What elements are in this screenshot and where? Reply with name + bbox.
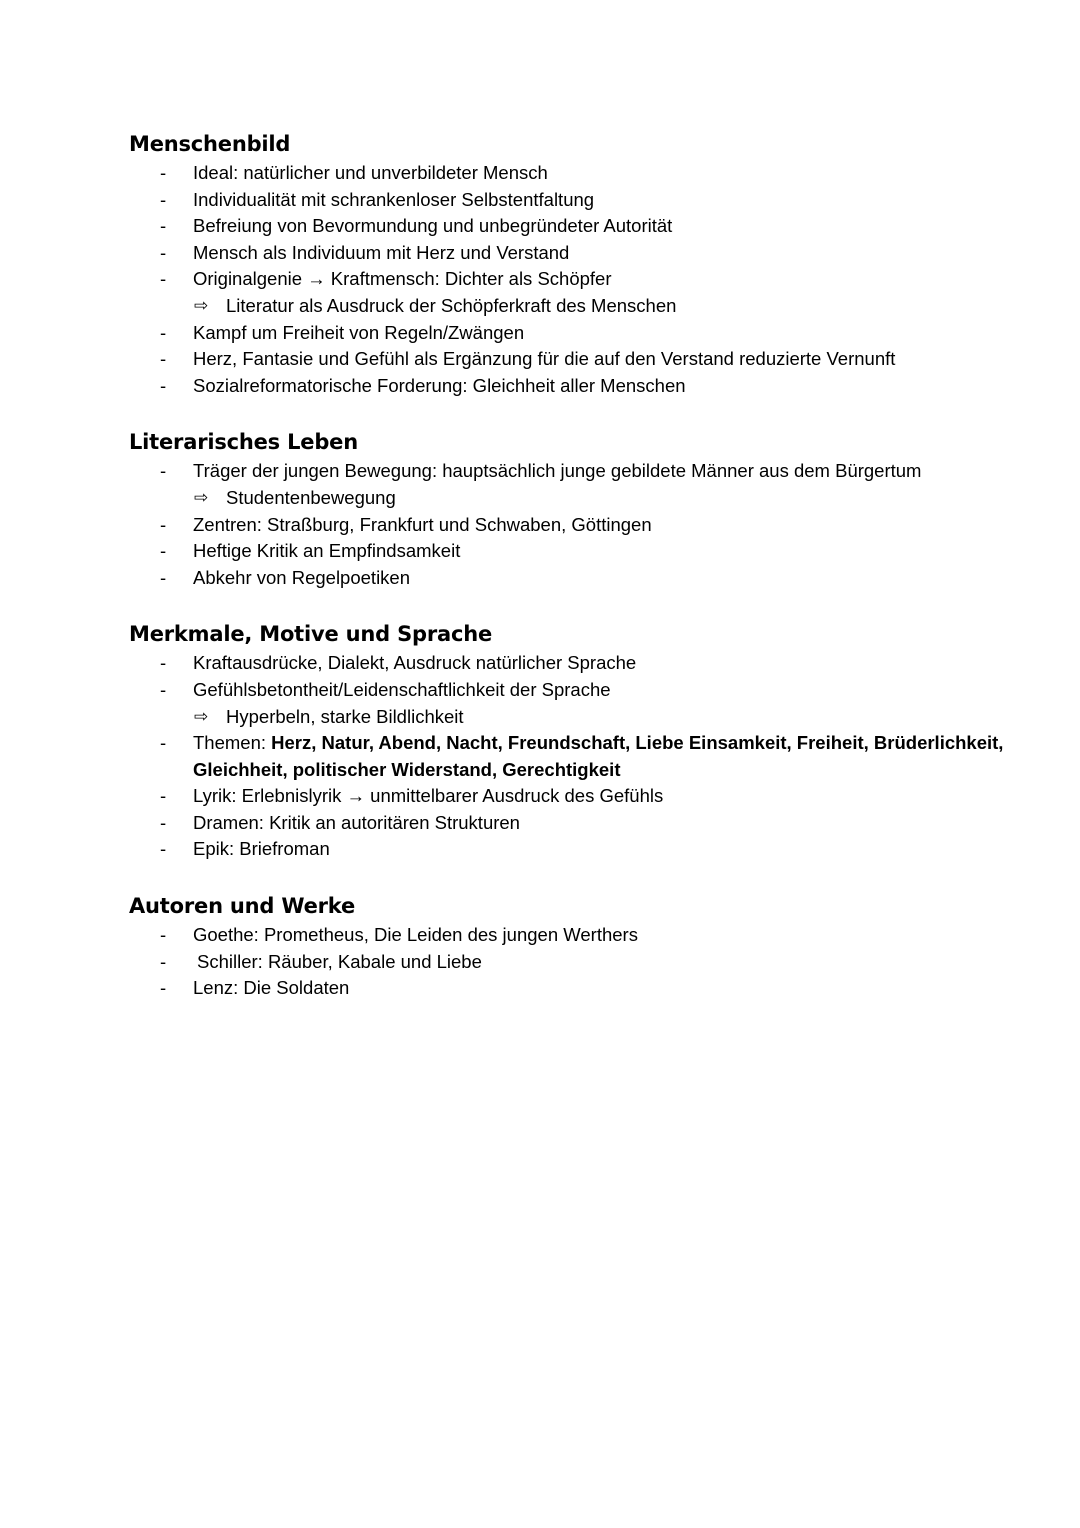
arrow-right-icon: ⇨ xyxy=(194,706,209,726)
list-item-text: Epik: Briefroman xyxy=(193,838,330,860)
bullet-dash: - xyxy=(160,188,167,210)
list-item xyxy=(129,650,1009,677)
sub-list-item xyxy=(129,704,1009,731)
list-item xyxy=(129,538,1009,565)
bullet-dash: - xyxy=(160,540,167,562)
list-item xyxy=(129,458,1009,485)
list-item xyxy=(129,949,1009,976)
sub-item-text: Studentenbewegung xyxy=(226,486,396,508)
bullet-list xyxy=(129,458,1009,591)
list-item xyxy=(129,730,1009,783)
list-item-text: Gefühlsbetontheit/Leidenschaftlichkeit der Sprache xyxy=(193,678,611,700)
bullet-dash: - xyxy=(160,566,167,588)
section-heading: Menschenbild xyxy=(129,132,291,156)
list-item xyxy=(129,565,1009,592)
bullet-dash: - xyxy=(160,732,167,754)
bullet-dash: - xyxy=(160,652,167,674)
themes-bold-text: Herz, Natur, Abend, Nacht, Freundschaft, Liebe Einsamkeit, Freiheit, Brüderlichkeit, Gleichheit, politischer Widerstand, Gerechtigkeit xyxy=(193,732,1004,780)
bullet-dash: - xyxy=(160,162,167,183)
bullet-list xyxy=(129,650,1009,863)
list-item xyxy=(129,346,1009,373)
list-item xyxy=(129,922,1009,949)
section-heading: Merkmale, Motive und Sprache xyxy=(129,622,493,647)
section-menschenbild xyxy=(129,128,1009,399)
list-item-prefix: Themen: xyxy=(193,732,272,754)
section-heading: Autoren und Werke xyxy=(129,894,356,919)
bullet-list xyxy=(129,922,1009,1002)
list-item-text: Träger der jungen Bewegung: hauptsächlich junge gebildete Männer aus dem Bürgertum xyxy=(193,460,922,482)
section-merkmale xyxy=(129,618,1009,863)
bullet-dash: - xyxy=(160,838,167,860)
section-heading: Literarisches Leben xyxy=(129,430,358,455)
list-item xyxy=(129,783,1009,810)
list-item-text: Herz, Fantasie und Gefühl als Ergänzung für die auf den Verstand reduzierte Vernunft xyxy=(193,348,896,370)
list-item xyxy=(129,810,1009,837)
list-item xyxy=(129,160,1009,187)
bullet-dash: - xyxy=(160,924,167,946)
list-item-text: Mensch als Individuum mit Herz und Verstand xyxy=(193,241,570,263)
sub-item-text: Hyperbeln, starke Bildlichkeit xyxy=(226,705,464,727)
arrow-right-icon: ⇨ xyxy=(194,295,209,315)
sub-list-item xyxy=(129,485,1009,512)
list-item-text: Individualität mit schrankenloser Selbstentfaltung xyxy=(193,188,595,210)
bullet-dash: - xyxy=(160,460,167,482)
bullet-dash: - xyxy=(160,678,167,700)
sub-list-item xyxy=(129,293,1009,320)
list-item-text: Lenz: Die Soldaten xyxy=(193,977,350,999)
bullet-dash: - xyxy=(160,348,167,370)
list-item xyxy=(129,320,1009,347)
list-item xyxy=(129,836,1009,863)
list-item-text: Ideal: natürlicher und unverbildeter Mensch xyxy=(193,162,548,183)
bullet-dash: - xyxy=(160,215,167,237)
bullet-dash: - xyxy=(160,374,167,396)
list-item-text: Heftige Kritik an Empfindsamkeit xyxy=(193,540,461,562)
document-content xyxy=(129,128,1009,1029)
bullet-dash: - xyxy=(160,950,167,972)
list-item xyxy=(129,373,1009,400)
list-item-text: Abkehr von Regelpoetiken xyxy=(193,566,411,588)
bullet-dash: - xyxy=(160,321,167,343)
list-item-text: Dramen: Kritik an autoritären Strukturen xyxy=(193,811,520,833)
list-item xyxy=(129,187,1009,214)
list-item-text: Sozialreformatorische Forderung: Gleichheit aller Menschen xyxy=(193,374,686,396)
list-item-text: Kraftausdrücke, Dialekt, Ausdruck natürlicher Sprache xyxy=(193,652,637,674)
list-item-text: Zentren: Straßburg, Frankfurt und Schwaben, Göttingen xyxy=(193,513,652,535)
sub-item-text: Literatur als Ausdruck der Schöpferkraft des Menschen xyxy=(226,294,677,316)
bullet-dash: - xyxy=(160,977,167,999)
section-autoren xyxy=(129,890,1009,1002)
bullet-dash: - xyxy=(160,811,167,833)
list-item-text: Befreiung von Bevormundung und unbegründeter Autorität xyxy=(193,215,673,237)
arrow-right-icon: ⇨ xyxy=(194,487,209,507)
list-item xyxy=(129,512,1009,539)
list-item xyxy=(129,213,1009,240)
list-item-text: Kampf um Freiheit von Regeln/Zwängen xyxy=(193,321,525,343)
list-item xyxy=(129,677,1009,704)
bullet-dash: - xyxy=(160,268,167,290)
bullet-dash: - xyxy=(160,513,167,535)
list-item-text: Goethe: Prometheus, Die Leiden des jungen Werthers xyxy=(193,924,638,946)
bullet-dash: - xyxy=(160,785,167,807)
list-item xyxy=(129,240,1009,267)
bullet-list xyxy=(129,160,1009,399)
list-item xyxy=(129,975,1009,1002)
list-item-text: Lyrik: Erlebnislyrik → unmittelbarer Ausdruck des Gefühls xyxy=(193,785,664,807)
list-item-text: Originalgenie → Kraftmensch: Dichter als Schöpfer xyxy=(193,268,612,290)
list-item-text: Schiller: Räuber, Kabale und Liebe xyxy=(197,950,482,972)
bullet-dash: - xyxy=(160,241,167,263)
section-literarisches-leben xyxy=(129,426,1009,591)
list-item xyxy=(129,266,1009,293)
